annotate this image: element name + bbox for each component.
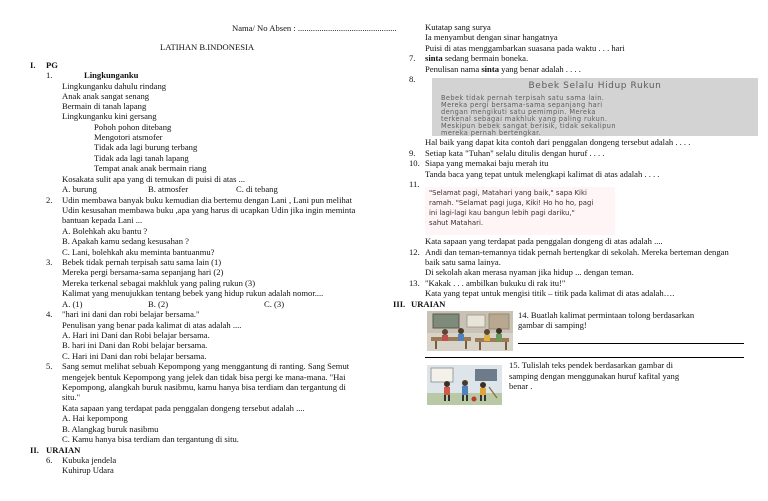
q12-text-line: baik satu sama lainya. (425, 257, 501, 267)
q14-classroom-illustration (427, 311, 513, 351)
q1-question: Kosakata sulit apa yang di temukan di puisi di atas ... (62, 174, 246, 184)
q7-bold-name: sinta (425, 53, 443, 63)
q9-text: Setiap kata "Tuhan" selalu ditulis dengan huruf . . . . (425, 148, 605, 158)
q8-figure-line: dengan mengikuti satu pemimpin. Mereka (441, 108, 596, 116)
q8-figure-title: Bebek Selalu Hidup Rukun (528, 81, 662, 91)
q5-text-line: Sang semut melihat sebuah Kepompong yang menggantung di ranting. Sang Semut (62, 361, 350, 371)
q6-poem-line: Kutatap sang surya (425, 22, 491, 32)
q10-question: Tanda baca yang tepat untuk melengkapi kalimat di atas adalah . . . . (425, 169, 660, 179)
q15-text-line: 15. Tulislah teks pendek berdasarkan gambar di (509, 360, 673, 370)
q8-figure-line: terkenal sebagai makhluk yang paling rukun. (441, 115, 608, 123)
q11-figure-line: "Selamat pagi, Matahari yang baik," sapa Kiki (429, 189, 587, 197)
q6-question: Puisi di atas menggambarkan suasana pada waktu . . . hari (425, 43, 625, 53)
q8-figure-line: Mereka pergi bersama-sama sepanjang hari (441, 101, 603, 109)
q6-poem-line: Kubuka jendela (62, 455, 117, 465)
q1-number: 1. (46, 70, 53, 80)
q2-text-line: bantuan kepada Lani ... (62, 215, 143, 225)
q7-question (425, 65, 581, 75)
q3-option-a: A. (1) (62, 299, 83, 309)
q8-question: Hal baik yang dapat kita contoh dari penggalan dongeng tersebut adalah . . . . (425, 137, 691, 147)
q5-text-line: mengejek bentuk Kepompong yang jelek dan tidak bisa pergi ke mana-mana. "Hai (62, 372, 346, 382)
q1-poem-line: Lingkunganku kini gersang (62, 111, 157, 121)
q2-option-b: B. Apakah kamu sedang kesusahan ? (62, 236, 189, 246)
q14-answer-line (518, 343, 744, 344)
q8-number: 8. (409, 74, 416, 84)
q11-question: Kata sapaan yang terdapat pada penggalan dongeng di atas adalah .... (425, 236, 663, 246)
q12-question: Di sekolah akan merasa nyaman jika hidup ... dengan teman. (425, 267, 634, 277)
q5-option-b: B. Alangkag buruk nasibmu (62, 424, 159, 434)
q6-number: 6. (46, 455, 53, 465)
q13-question: Kata yang tepat untuk mengisi titik – titik pada kalimat di atas adalah…. (425, 288, 675, 298)
q5-question: Kata sapaan yang terdapat pada penggalan dongeng tersebut adalah .... (62, 403, 305, 413)
q5-text-line: situ." (62, 392, 81, 402)
q7-number: 7. (409, 53, 416, 63)
section-2-numeral: II. (30, 445, 39, 455)
q4-option-b: B. hari ini Dani dan Robi belajar bersama. (62, 340, 208, 350)
section-1-numeral: I. (30, 60, 36, 70)
q5-option-a: A. Hai kepompong (62, 413, 128, 423)
q11-number: 11. (409, 179, 420, 189)
q4-question: Penulisan yang benar pada kalimat di atas adalah .... (62, 320, 242, 330)
q1-poem-line: Anak anak sangat senang (62, 91, 150, 101)
q3-text-line: Mereka pergi bersama-sama sepanjang hari (2) (62, 267, 224, 277)
q14-answer-line (425, 357, 744, 358)
q11-figure-line: ramah. "Selamat pagi juga, Kiki! Ho ho ho, pagi (429, 199, 594, 207)
q5-number: 5. (46, 361, 53, 371)
q12-text-line: Andi dan teman-temannya tidak pernah bertengkar di sekolah. Mereka berteman dengan (425, 247, 729, 257)
section-3-numeral: III. (393, 299, 406, 309)
q14-text-line: 14. Buatlah kalimat permintaan tolong berdasarkan (518, 310, 695, 320)
q1-poem-line: Bermain di tanah lapang (62, 101, 147, 111)
q3-option-b: B. (2) (148, 299, 169, 309)
q2-option-c: C. Lani, bolehkah aku meminta bantuanmu? (62, 247, 215, 257)
q3-text-line: Kalimat yang menujukkan tentang bebek yang hidup rukun adalah nomor.... (62, 288, 324, 298)
q8-figure-line: mereka pernah bertengkar. (441, 129, 542, 137)
q2-text-line: Udin membawa banyak buku kemudian dia bertemu dengan Lani , Lani pun melihat (62, 195, 352, 205)
name-field-line: Nama/ No Absen : .............................................. (232, 23, 397, 33)
q14-text-line: gambar di samping! (518, 320, 587, 330)
q1-poem-title: Lingkunganku (84, 70, 139, 80)
q6-poem-line: Kuhirup Udara (62, 465, 114, 475)
q1-poem-line: Pohoh pohon ditebang (94, 122, 172, 132)
q3-text-line: Bebek tidak pernah terpisah satu sama lain (1) (62, 257, 222, 267)
q1-poem-line: Tidak ada lagi tanah lapang (94, 153, 189, 163)
q8-figure-line: Meskipun bebek sangat berisik, tidak sekalipun (441, 122, 616, 130)
q9-number: 9. (409, 148, 416, 158)
q4-option-c: C. Hari ini Dani dan robi belajar bersama. (62, 351, 207, 361)
q5-text-line: Kepompong, alangkah buruk nasibmu, kamu hanya bisa terdiam dan tergantung di (62, 382, 346, 392)
q1-option-c: C. di tebang (236, 184, 278, 194)
q7-question-pre: Penulisan nama (425, 64, 482, 74)
q2-number: 2. (46, 195, 53, 205)
q2-option-a: A. Bolehkah aku bantu ? (62, 226, 148, 236)
q1-poem-line: Mengotori atsmofer (94, 132, 163, 142)
q11-figure-line: sahut Matahari. (429, 219, 484, 227)
q4-option-a: A. Hari ini Dani dan Robi belajar bersama. (62, 330, 210, 340)
q1-option-a: A. burung (62, 184, 97, 194)
q7-question-bold: sinta (481, 64, 499, 74)
q4-number: 4. (46, 309, 53, 319)
q10-number: 10. (409, 158, 420, 168)
section-2-title: URAIAN (46, 445, 81, 455)
q12-number: 12. (409, 247, 420, 257)
q7-sentence-rest: sedang bermain boneka. (442, 53, 529, 63)
q11-dialogue-figure (425, 187, 615, 235)
q10-sentence: Siapa yang memakai baju merah itu (425, 158, 549, 168)
q15-text-line: benar . (509, 381, 533, 391)
q15-children-illustration (427, 365, 502, 405)
q13-number: 13. (409, 278, 420, 288)
q3-text-line: Mereka terkenal sebagai makhluk yang paling rukun (3) (62, 278, 256, 288)
worksheet-title: LATIHAN B.INDONESIA (160, 42, 255, 52)
q1-poem-line: Tempat anak anak bermain riang (94, 163, 207, 173)
q2-text-line: Udin kesusahan membawa buku ,apa yang harus di ucapkan Udin jika ingin meminta (62, 205, 356, 215)
q13-sentence: "Kakak . . . ambilkan bukuku di rak itu!" (425, 278, 566, 288)
q1-poem-line: Tidak ada lagi burung terbang (94, 142, 198, 152)
q15-text-line: samping dengan menggunakan huruf kafital yang (509, 371, 680, 381)
q6-poem-line: Ia menyambut dengan sinar hangatnya (425, 32, 558, 42)
q7-sentence (425, 54, 528, 64)
q5-option-c: C. Kamu hanya bisa terdiam dan tergantung di situ. (62, 434, 239, 444)
q3-option-c: C. (3) (264, 299, 285, 309)
q11-figure-line: ini lagi-lagi kau bangun lebih pagi dariku," (429, 209, 575, 217)
section-1-title: PG (46, 60, 58, 70)
q1-poem-line: Lingkunganku dahulu rindang (62, 81, 167, 91)
q1-option-b: B. atmosfer (148, 184, 189, 194)
q8-story-figure (432, 78, 758, 136)
q7-question-rest: yang benar adalah . . . . (499, 64, 581, 74)
q3-number: 3. (46, 257, 53, 267)
q4-quote: "hari ini dani dan robi belajar bersama." (62, 309, 200, 319)
q8-figure-line: Bebek tidak pernah terpisah satu sama lain. (441, 94, 605, 102)
section-3-title: URAIAN (411, 299, 446, 309)
